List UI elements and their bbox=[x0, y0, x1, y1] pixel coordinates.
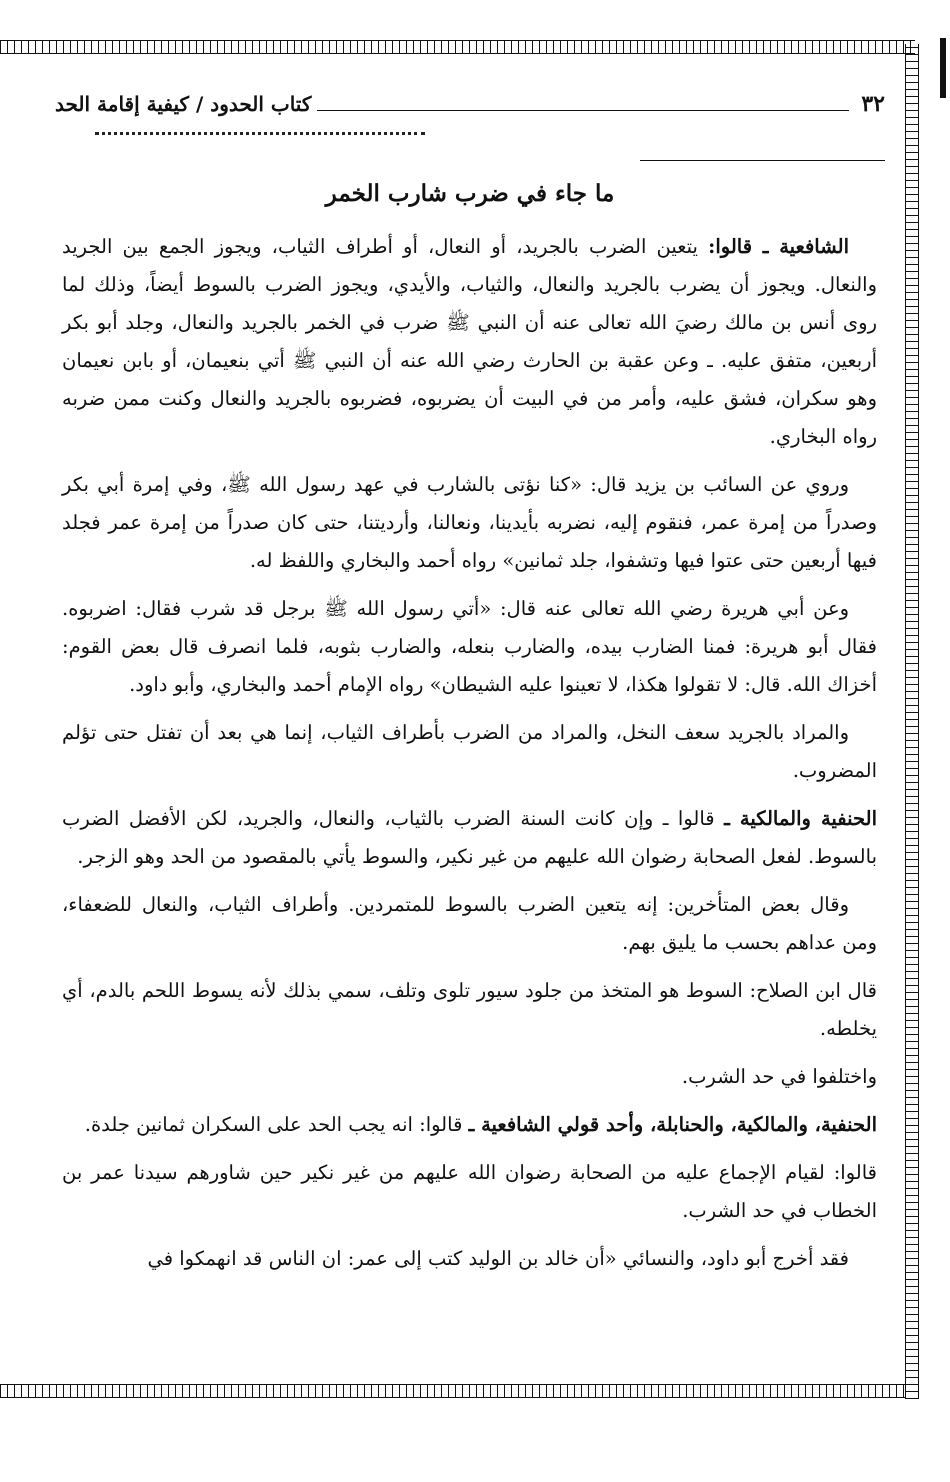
paragraph-text: فقد أخرج أبو داود، والنسائي «أن خالد بن الوليد كتب إلى عمر: ان الناس قد انهمكوا في bbox=[147, 1247, 849, 1270]
paragraph-text: والمراد بالجريد سعف النخل، والمراد من الضرب بأطراف الثياب، إنما هي بعد أن تفتل حتى تؤلم المضروب. bbox=[62, 721, 877, 782]
paragraph-text: وقال بعض المتأخرين: إنه يتعين الضرب بالسوط للمتمردين. وأطراف الثياب، والنعال للضعفاء، ومن عداهم بحسب ما يليق بهم. bbox=[62, 893, 877, 954]
paragraph bbox=[62, 972, 877, 1048]
paragraph bbox=[62, 1240, 877, 1278]
paragraph-lead: الشافعية ـ قالوا: bbox=[708, 235, 849, 258]
paragraph-text: وروي عن السائب بن يزيد قال: «كنا نؤتى بالشارب في عهد رسول الله ﷺ، وفي إمرة أبي بكر وصدراً من إمرة عمر، فنقوم إليه، نضربه بأيدينا، ونعالنا، وأرديتنا، حتى كان صدراً من إمرة عمر فجلد فيها أربعين حتى عتوا فيها وتشفوا، جلد ثمانين» رواه أحمد والبخاري واللفظ له. bbox=[62, 473, 877, 572]
paragraph bbox=[62, 714, 877, 790]
ornamental-border-right bbox=[905, 44, 919, 1399]
header-rule bbox=[317, 98, 849, 111]
chapter-title: كتاب الحدود / كيفية إقامة الحد bbox=[55, 92, 312, 116]
paragraph-text: يتعين الضرب بالجريد، أو النعال، أو أطراف الثياب، ويجوز الجمع بين الجريد والنعال. ويجوز أن يضرب بالجريد والنعال، والثياب، والأيدي، ويجوز الضرب بالسوط أيضاً، وذلك لما روى أنس بن مالك رضيَ الله تعالى عنه أن النبي ﷺ ضرب في الخمر بالجريد والنعال، وجلد أبو بكر أربعين، متفق عليه. ـ وعن عقبة بن الحارث رضي الله عنه أن النبي ﷺ أتي بنعيمان، أو بابن نعيمان وهو سكران، فشق عليه، وأمر من في البيت أن يضربوه، فضربوه بالجريد والنعال وكنت ممن ضربه رواه البخاري. bbox=[62, 235, 877, 448]
running-header bbox=[55, 90, 885, 118]
paragraph-text: قال ابن الصلاح: السوط هو المتخذ من جلود سيور تلوى وتلف، سمي بذلك لأنه يسوط اللحم بالدم، أي يخلطه. bbox=[62, 979, 877, 1040]
paragraph bbox=[62, 800, 877, 876]
body-text bbox=[62, 228, 877, 1288]
paragraph-text: قالوا: انه يجب الحد على السكران ثمانين جلدة. bbox=[84, 1113, 469, 1136]
page-number: ٣٢ bbox=[861, 91, 885, 117]
paragraph bbox=[62, 1058, 877, 1096]
paragraph bbox=[62, 886, 877, 962]
paragraph bbox=[62, 1106, 877, 1144]
paragraph-lead: الحنفية والمالكية ـ bbox=[724, 807, 877, 830]
paragraph-text: قالوا: لقيام الإجماع عليه من الصحابة رضوان الله عليهم من غير نكير حين شاورهم سيدنا عمر بن الخطاب في حد الشرب. bbox=[62, 1161, 877, 1222]
paragraph bbox=[62, 228, 877, 456]
footnote-separator-rule bbox=[640, 160, 885, 161]
paragraph bbox=[62, 1154, 877, 1230]
paragraph-text: قالوا ـ وإن كانت السنة الضرب بالثياب، والنعال، والجريد، لكن الأفضل الضرب بالسوط. لفعل الصحابة رضوان الله عليهم من غير نكير، والسوط يأتي بالمقصود من الحد وهو الزجر. bbox=[62, 807, 877, 868]
paragraph bbox=[62, 466, 877, 580]
dotted-separator bbox=[95, 132, 425, 135]
section-title: ما جاء في ضرب شارب الخمر bbox=[325, 180, 615, 207]
paragraph-text: واختلفوا في حد الشرب. bbox=[681, 1065, 877, 1088]
page-edge-mark bbox=[940, 38, 946, 98]
paragraph-lead: الحنفية، والمالكية، والحنابلة، وأحد قولي الشافعية ـ bbox=[468, 1113, 877, 1136]
ornamental-border-bottom bbox=[0, 1384, 905, 1398]
paragraph-text: وعن أبي هريرة رضي الله تعالى عنه قال: «أتي رسول الله ﷺ برجل قد شرب فقال: اضربوه. فقال أبو هريرة: فمنا الضارب بيده، والضارب بنعله، والضارب بثوبه، فلما انصرف قال بعض القوم: أخزاك الله. قال: لا تقولوا هكذا، لا تعينوا عليه الشيطان» رواه الإمام أحمد والبخاري، وأبو داود. bbox=[62, 597, 877, 696]
ornamental-border-top bbox=[0, 40, 915, 54]
paragraph bbox=[62, 590, 877, 704]
